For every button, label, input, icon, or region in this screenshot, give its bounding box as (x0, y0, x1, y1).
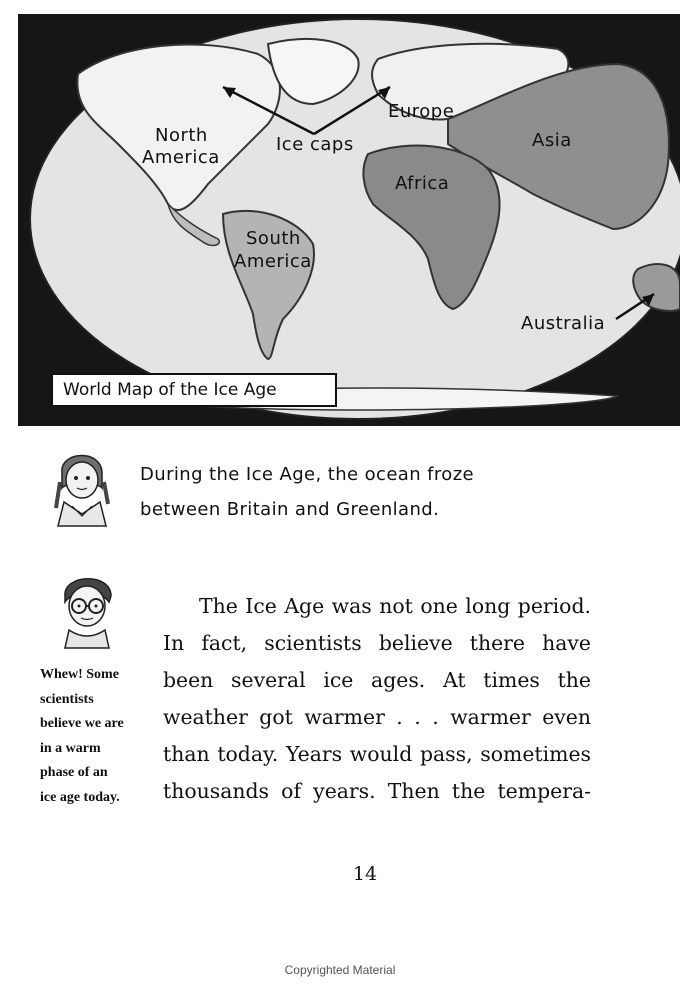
boy-note-line: scientists (40, 691, 94, 707)
boy-note-line: ice age today. (40, 789, 120, 805)
label-europe: Europe (388, 101, 455, 122)
world-map-graphic (18, 14, 680, 426)
boy-note-line: believe we are (40, 716, 124, 731)
girl-character-icon (50, 442, 112, 528)
boy-note-line: phase of an (40, 765, 108, 780)
body-line: than today. Years would pass, sometimes (163, 742, 591, 766)
body-line: In fact, scientists believe there have (163, 631, 591, 655)
label-south-america-1: South (246, 228, 301, 249)
label-australia: Australia (521, 313, 606, 334)
body-line: The Ice Age was not one long period. (199, 594, 591, 618)
page-number: 14 (352, 863, 378, 885)
body-line: thousands of years. Then the tempera- (163, 779, 591, 803)
watermark-bottom: Copyrighted Material (284, 963, 396, 977)
girl-note-line-2: between Britain and Greenland. (140, 499, 440, 520)
body-line: weather got warmer . . . warmer even (163, 705, 591, 729)
map-caption: World Map of the Ice Age (51, 373, 337, 407)
body-paragraph (163, 588, 591, 810)
world-map-illustration (18, 14, 680, 426)
girl-note-line-1: During the Ice Age, the ocean froze (140, 464, 475, 485)
label-north-america-1: North (155, 125, 208, 146)
boy-note-line: in a warm (40, 740, 101, 756)
body-line: been several ice ages. At times the (163, 668, 591, 692)
label-north-america-2: America (142, 147, 220, 168)
label-asia: Asia (532, 130, 572, 151)
label-ice-caps: Ice caps (276, 134, 354, 155)
boy-character-icon (55, 568, 119, 650)
label-africa: Africa (395, 173, 450, 194)
boy-note-line: Whew! Some (40, 667, 119, 682)
boy-note (40, 663, 124, 810)
label-south-america-2: America (234, 251, 312, 272)
